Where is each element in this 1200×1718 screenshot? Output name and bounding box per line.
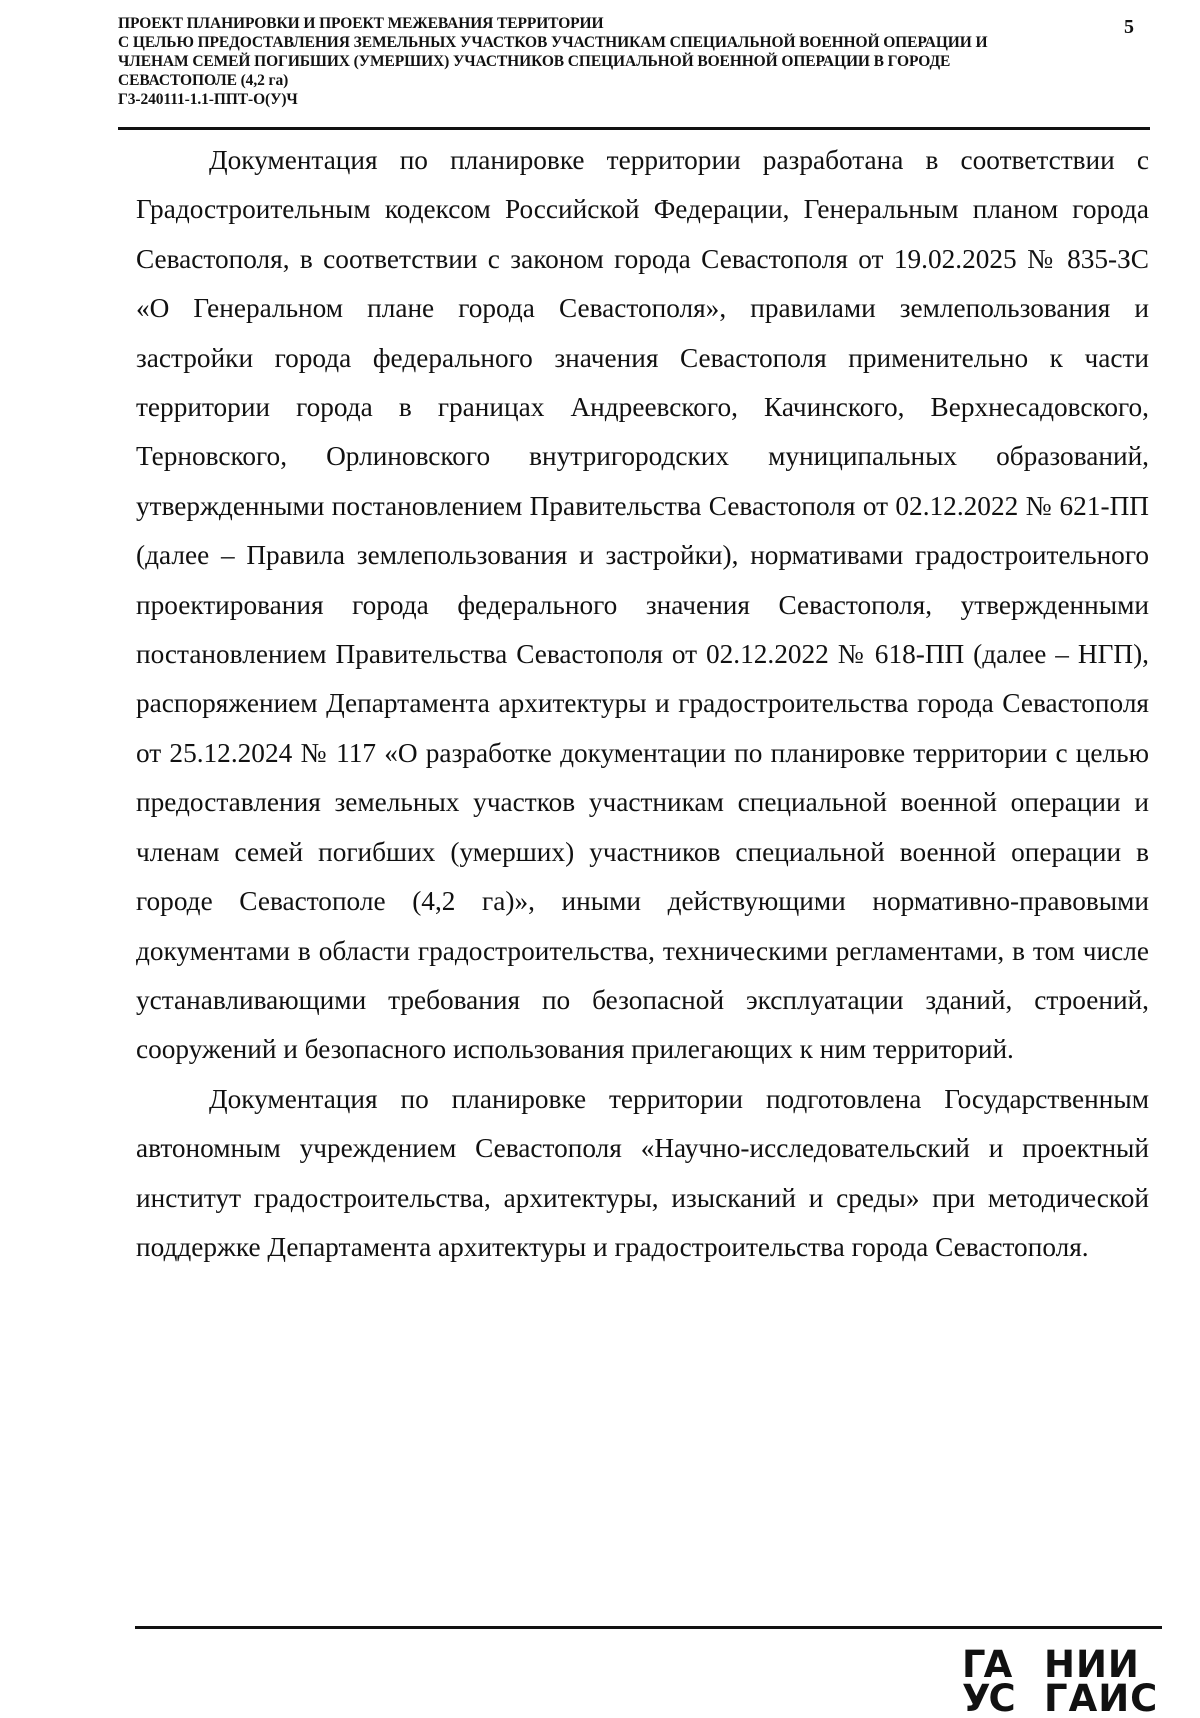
document-header <box>118 14 1128 109</box>
logo-mark-line: ГА <box>962 1648 1011 1686</box>
header-divider <box>118 127 1150 130</box>
institute-logo <box>962 1648 1162 1718</box>
logo-mark <box>962 1648 1032 1716</box>
logo-name-line: ГАИС <box>1044 1677 1159 1718</box>
paragraph: Документация по планировке территории подготовлена Государственным автономным учреждением Севастополя «Научно-исследовательский и проектный институт градостроительства, архитектуры, изысканий и среды» при методической поддержке Департамента архитектуры и градостроительства города Севастополя. <box>136 1083 1149 1262</box>
header-line: СЕВАСТОПОЛЕ (4,2 га) <box>118 72 289 89</box>
header-line: ПРОЕКТ ПЛАНИРОВКИ И ПРОЕКТ МЕЖЕВАНИЯ ТЕРРИТОРИИ <box>118 15 604 32</box>
document-code: Г3-240111-1.1-ППТ-О(У)Ч <box>118 91 298 108</box>
header-line: С ЦЕЛЬЮ ПРЕДОСТАВЛЕНИЯ ЗЕМЕЛЬНЫХ УЧАСТКОВ УЧАСТНИКАМ СПЕЦИАЛЬНОЙ ВОЕННОЙ ОПЕРАЦИИ И <box>118 34 988 51</box>
header-line: ЧЛЕНАМ СЕМЕЙ ПОГИБШИХ (УМЕРШИХ) УЧАСТНИКОВ СПЕЦИАЛЬНОЙ ВОЕННОЙ ОПЕРАЦИИ В ГОРОДЕ <box>118 53 951 70</box>
logo-name <box>1044 1648 1158 1716</box>
paragraph: Документация по планировке территории разработана в соответствии с Градостроительным кодексом Российской Федерации, Генеральным планом города Севастополя, в соответствии с законом города Севастополя от 19.02.2025 № 835-ЗС «О Генеральном плане города Севастополя», правилами землепользования и застройки города федерального значения Севастополя применительно к части территории города в границах Андреевского, Качинского, Верхнесадовского, Терновского, Орлиновского внутригородских муниципальных образований, утвержденными постановлением Правительства Севастополя от 02.12.2022 № 621-ПП (далее – Правила землепользования и застройки), нормативами градостроительного проектирования города федерального значения Севастополя, утвержденными постановлением Правительства Севастополя от 02.12.2022 № 618-ПП (далее – НГП), распоряжением Департамента архитектуры и градостроительства города Севастополя от 25.12.2024 № 117 «О разработке документации по планировке территории с целью предоставления земельных участков участникам специальной военной операции и членам семей погибших (умерших) участников специальной военной операции в городе Севастополе (4,2 га)», иными действующими нормативно-правовыми документами в области градостроительства, техническими регламентами, в том числе устанавливающими требования по безопасной эксплуатации зданий, строений, сооружений и безопасного использования прилегающих к ним территорий. <box>136 145 1149 1065</box>
page-number: 5 <box>1124 16 1134 38</box>
logo-name-line: НИИ <box>1044 1648 1140 1686</box>
logo-mark-line: УС <box>962 1677 1014 1718</box>
document-body <box>136 136 1149 1272</box>
footer-divider <box>135 1626 1162 1629</box>
